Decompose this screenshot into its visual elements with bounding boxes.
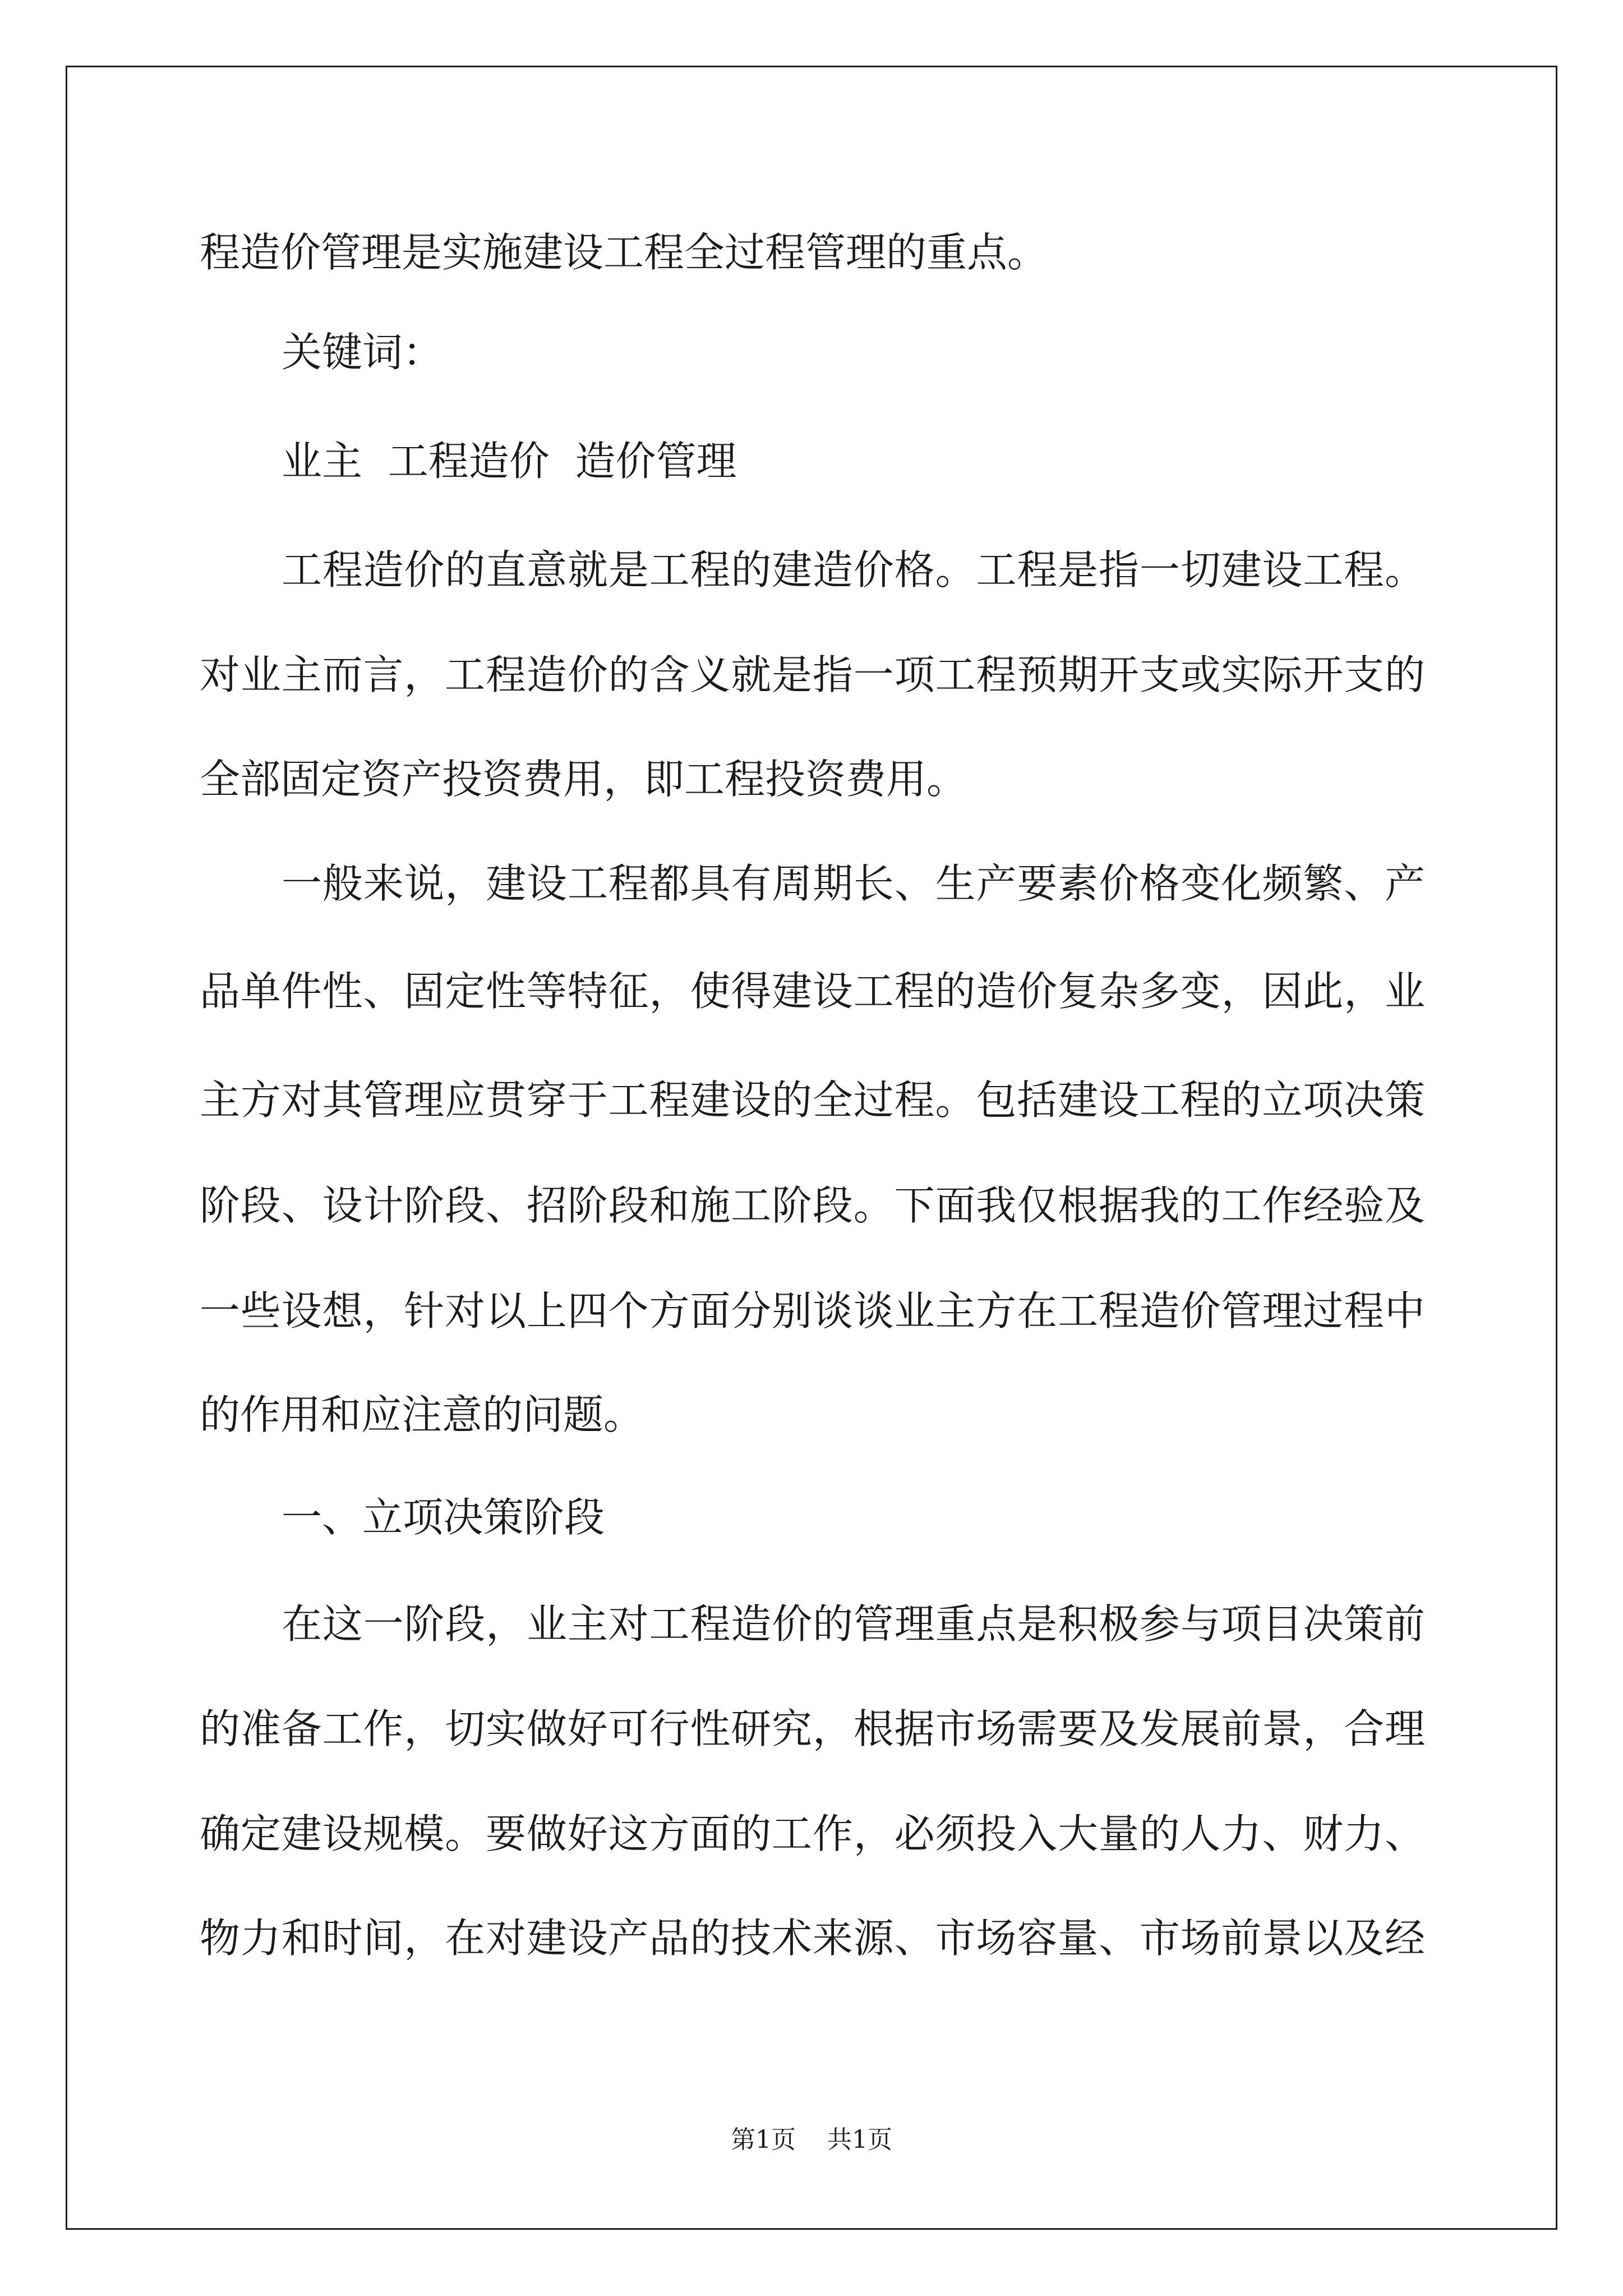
body-line: 的准备工作，切实做好可行性研究，根据市场需要及发展前景，合理: [200, 1705, 1425, 1752]
body-line: 阶段、设计阶段、招阶段和施工阶段。下面我仅根据我的工作经验及: [200, 1182, 1425, 1229]
page-number-footer: 第1页 共1页: [731, 2125, 892, 2154]
body-line: 物力和时间，在对建设产品的技术来源、市场容量、市场前景以及经: [200, 1915, 1425, 1962]
body-line: 工程造价的直意就是工程的建造价格。工程是指一切建设工程。: [282, 546, 1425, 593]
body-line: 主方对其管理应贯穿于工程建设的全过程。包括建设工程的立项决策: [200, 1076, 1425, 1124]
body-line: 品单件性、固定性等特征，使得建设工程的造价复杂多变，因此，业: [200, 968, 1425, 1015]
body-line: 一般来说，建设工程都具有周期长、生产要素价格变化频繁、产: [282, 860, 1425, 907]
body-line: 一些设想，针对以上四个方面分别谈谈业主方在工程造价管理过程中: [200, 1287, 1425, 1335]
keywords-list: 业主 工程造价 造价管理: [282, 438, 737, 485]
body-line: 的作用和应注意的问题。: [200, 1391, 644, 1438]
body-line: 全部固定资产投资费用，即工程投资费用。: [200, 756, 967, 803]
body-line: 对业主而言，工程造价的含义就是指一项工程预期开支或实际开支的: [200, 651, 1425, 698]
body-line: 在这一阶段，业主对工程造价的管理重点是积极参与项目决策前: [282, 1600, 1425, 1648]
page-border: [66, 66, 1557, 2230]
keywords-heading: 关键词：: [282, 329, 444, 376]
body-line: 程造价管理是实施建设工程全过程管理的重点。: [200, 229, 1048, 276]
section-heading: 一、立项决策阶段: [282, 1494, 605, 1541]
body-line: 确定建设规模。要做好这方面的工作，必须投入大量的人力、财力、: [200, 1810, 1425, 1857]
